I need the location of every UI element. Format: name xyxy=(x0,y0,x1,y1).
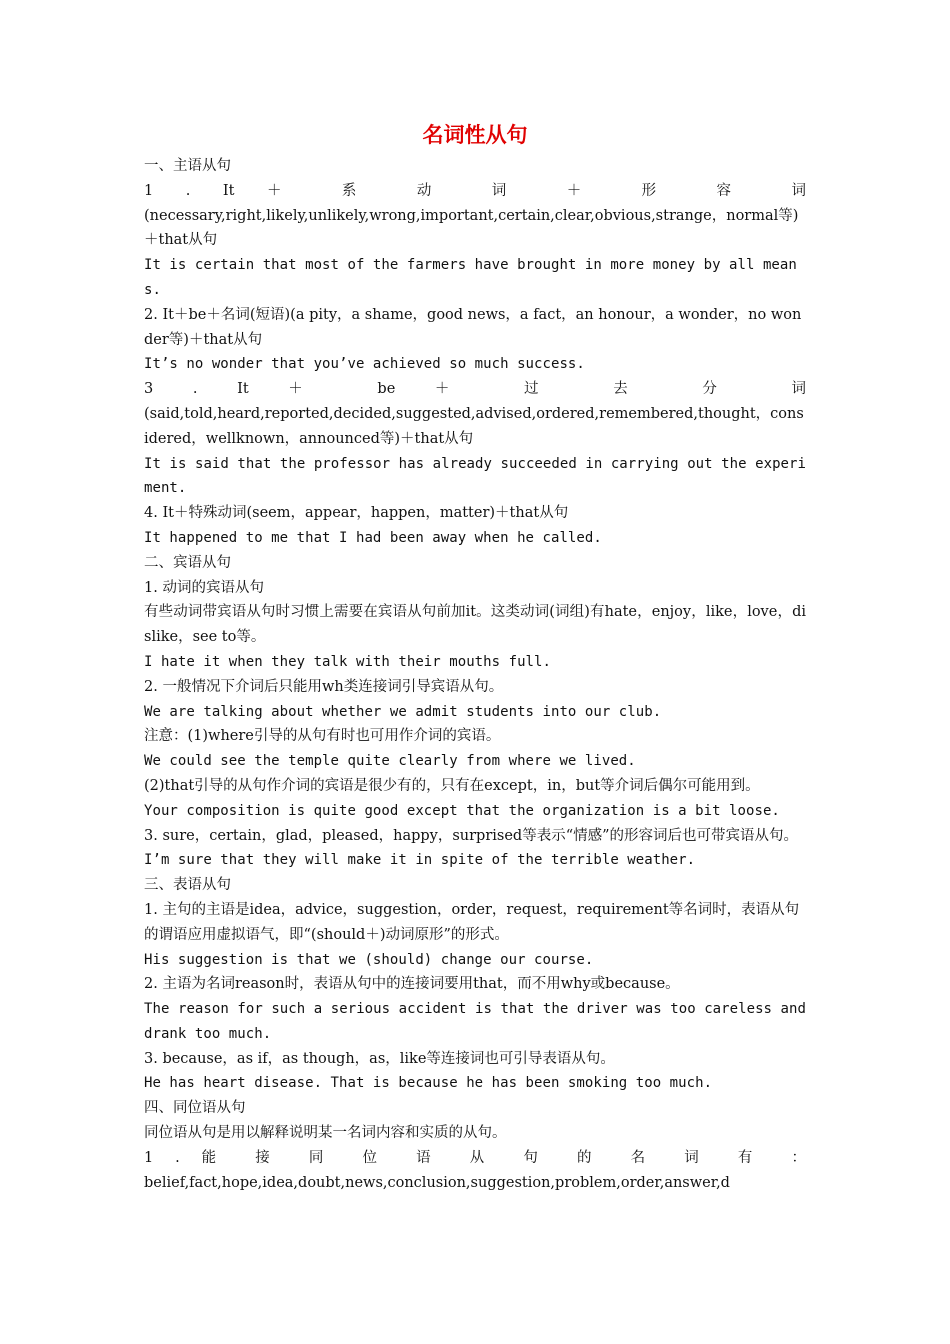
text-line: belief,fact,hope,idea,doubt,news,conclusion,suggestion,problem,order,answer,d xyxy=(144,1174,730,1191)
text-line: 1. 主句的主语是idea，advice，suggestion，order，request，requirement等名词时，表语从句的谓语应用虚拟语气，即“(should＋)动词原形”的形式。 xyxy=(144,901,800,943)
document-body xyxy=(144,154,806,1195)
text-line: (2)that引导的从句作介词的宾语是很少有的，只有在except，in，but等介词后偶尔可能用到。 xyxy=(144,777,760,794)
document-title: 名词性从句 xyxy=(422,123,528,147)
text-line: 四、同位语从句 xyxy=(144,1100,246,1117)
text-line: 注意：(1)where引导的从句有时也可用作介词的宾语。 xyxy=(144,728,501,745)
text-line: 有些动词带宾语从句时习惯上需要在宾语从句前加it。这类动词(词组)有hate，enjoy，like，love，dislike，see to等。 xyxy=(144,604,806,646)
text-line: 4. It＋特殊动词(seem，appear，happen，matter)＋that从句 xyxy=(144,505,569,522)
text-line: (said,told,heard,reported,decided,suggested,advised,ordered,remembered,thought，considered，wellknown，announced等)＋that从句 xyxy=(144,405,804,447)
text-line: It is said that the professor has already succeeded in carrying out the experiment. xyxy=(144,455,806,497)
text-line: 一、主语从句 xyxy=(144,158,231,174)
text-line: 2. 主语为名词reason时，表语从句中的连接词要用that，而不用why或because。 xyxy=(144,976,680,993)
text-line: Your composition is quite good except that the organization is a bit loose. xyxy=(144,802,780,819)
text-line: 三、表语从句 xyxy=(144,877,231,894)
text-line: 2. 一般情况下介词后只能用wh类连接词引导宾语从句。 xyxy=(144,678,504,695)
text-line: 3. sure，certain，glad，pleased，happy，surprised等表示“情感”的形容词后也可带宾语从句。 xyxy=(144,827,799,844)
text-line: The reason for such a serious accident is that the driver was too careless and drank too much. xyxy=(144,1001,806,1042)
text-line: 1 . 能 接 同 位 语 从 句 的 名 词 有 ： xyxy=(144,1149,806,1166)
text-line: It is certain that most of the farmers have brought in more money by all means. xyxy=(144,257,797,298)
text-line: 同位语从句是用以解释说明某一名词内容和实质的从句。 xyxy=(144,1125,507,1142)
text-line: I hate it when they talk with their mouths full. xyxy=(144,653,551,670)
document-page xyxy=(144,118,806,1195)
text-line: I’m sure that they will make it in spite of the terrible weather. xyxy=(144,852,696,869)
text-line: 2. It＋be＋名词(短语)(a pity，a shame，good news，a fact，an honour，a wonder，no wonder等)＋that从句 xyxy=(144,306,802,348)
text-line: (necessary,right,likely,unlikely,wrong,important,certain,clear,obvious,strange，normal等)＋that从句 xyxy=(144,207,799,249)
text-line: 3. because，as if，as though，as，like等连接词也可引导表语从句。 xyxy=(144,1050,615,1067)
text-line: 1 . It ＋ 系 动 词 ＋ 形 容 词 xyxy=(144,182,806,199)
text-line: His suggestion is that we (should) change our course. xyxy=(144,951,594,968)
text-line: 3 . It ＋ be ＋ 过 去 分 词 xyxy=(144,381,806,398)
text-line: We are talking about whether we admit students into our club. xyxy=(144,703,662,720)
text-line: It’s no wonder that you’ve achieved so much success. xyxy=(144,356,585,373)
text-line: 二、宾语从句 xyxy=(144,554,231,571)
text-line: We could see the temple quite clearly from where we lived. xyxy=(144,753,636,770)
text-line: 1. 动词的宾语从句 xyxy=(144,579,264,596)
text-line: It happened to me that I had been away when he called. xyxy=(144,529,602,546)
text-line: He has heart disease. That is because he has been smoking too much. xyxy=(144,1075,713,1092)
